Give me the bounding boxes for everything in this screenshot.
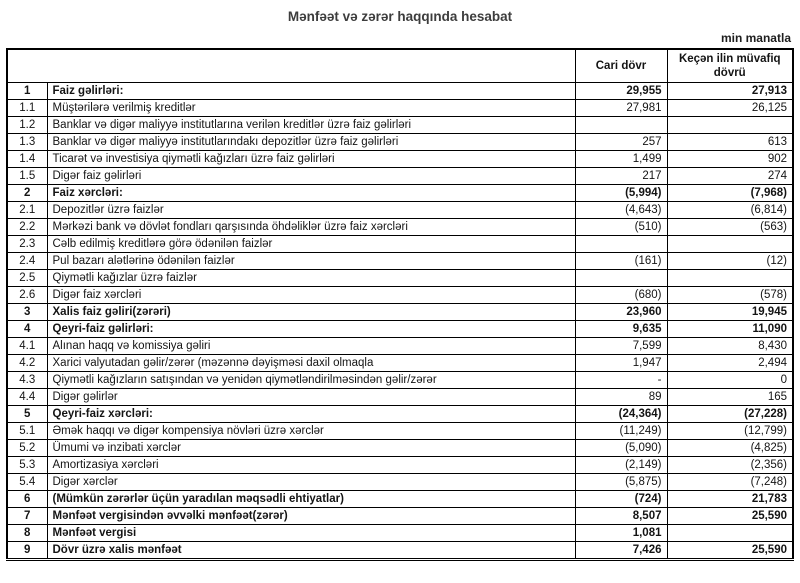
row-label: Müştərilərə verilmiş kreditlər xyxy=(47,100,575,117)
header-row xyxy=(7,49,793,83)
row-label: Ticarət və investisiya qiymətli kağızları üzrə faiz gəlirləri xyxy=(47,151,575,168)
table-row xyxy=(7,219,793,236)
header-period-previous: Keçən ilin müvafiq dövrü xyxy=(667,49,793,83)
row-label: Digər faiz gəlirləri xyxy=(47,168,575,185)
row-number: 8 xyxy=(7,525,47,542)
row-number: 2.6 xyxy=(7,287,47,304)
row-number: 5.1 xyxy=(7,423,47,440)
row-value-current xyxy=(575,117,667,134)
row-value-previous: (6,814) xyxy=(667,202,793,219)
row-value-previous xyxy=(667,117,793,134)
table-row xyxy=(7,457,793,474)
row-value-current: - xyxy=(575,372,667,389)
row-number: 2.1 xyxy=(7,202,47,219)
row-value-current: 27,981 xyxy=(575,100,667,117)
row-label: Digər gəlirlər xyxy=(47,389,575,406)
row-value-current xyxy=(575,270,667,287)
table-row xyxy=(7,202,793,219)
row-label: Qiymətli kağızlar üzrə faizlər xyxy=(47,270,575,287)
row-label: Qeyri-faiz xərcləri: xyxy=(47,406,575,423)
row-value-previous: (12) xyxy=(667,253,793,270)
row-number: 4.1 xyxy=(7,338,47,355)
row-value-previous xyxy=(667,236,793,253)
table-row xyxy=(7,389,793,406)
table-row xyxy=(7,117,793,134)
row-value-current: 29,955 xyxy=(575,83,667,100)
row-number: 2.4 xyxy=(7,253,47,270)
row-label: Digər faiz xərcləri xyxy=(47,287,575,304)
row-label: Dövr üzrə xalis mənfəət xyxy=(47,542,575,560)
row-value-current: 1,499 xyxy=(575,151,667,168)
row-value-current: (2,149) xyxy=(575,457,667,474)
unit-note: min manatla xyxy=(720,31,791,45)
table-row xyxy=(7,304,793,321)
row-value-previous: 25,590 xyxy=(667,508,793,525)
row-value-previous: 19,945 xyxy=(667,304,793,321)
row-value-current: 8,507 xyxy=(575,508,667,525)
row-value-previous: 2,494 xyxy=(667,355,793,372)
row-value-current: (510) xyxy=(575,219,667,236)
row-value-current: (5,994) xyxy=(575,185,667,202)
row-number: 9 xyxy=(7,542,47,560)
row-value-current: (680) xyxy=(575,287,667,304)
profit-loss-table xyxy=(6,48,794,561)
row-value-current: (5,875) xyxy=(575,474,667,491)
table-row xyxy=(7,287,793,304)
row-value-previous: 27,913 xyxy=(667,83,793,100)
row-label: Cəlb edilmiş kreditlərə görə ödənilən faizlər xyxy=(47,236,575,253)
table-row xyxy=(7,134,793,151)
table-row xyxy=(7,491,793,508)
row-label: (Mümkün zərərlər üçün yaradılan məqsədli ehtiyatlar) xyxy=(47,491,575,508)
row-value-current: 89 xyxy=(575,389,667,406)
table-row xyxy=(7,525,793,542)
row-label: Xalis faiz gəliri(zərəri) xyxy=(47,304,575,321)
row-number: 5.3 xyxy=(7,457,47,474)
row-label: Alınan haqq və komissiya gəliri xyxy=(47,338,575,355)
row-number: 4.3 xyxy=(7,372,47,389)
row-number: 4.2 xyxy=(7,355,47,372)
row-number: 6 xyxy=(7,491,47,508)
row-value-current: (5,090) xyxy=(575,440,667,457)
row-value-previous: (27,228) xyxy=(667,406,793,423)
row-value-current: 7,426 xyxy=(575,542,667,560)
row-number: 1.3 xyxy=(7,134,47,151)
table-row xyxy=(7,474,793,491)
row-label: Depozitlər üzrə faizlər xyxy=(47,202,575,219)
table-row xyxy=(7,542,793,560)
table-row xyxy=(7,440,793,457)
row-value-current: 217 xyxy=(575,168,667,185)
row-value-previous: 0 xyxy=(667,372,793,389)
row-value-previous: 165 xyxy=(667,389,793,406)
table-row xyxy=(7,236,793,253)
table-header xyxy=(7,49,793,83)
row-number: 2.5 xyxy=(7,270,47,287)
row-label: Əmək haqqı və digər kompensiya növləri üzrə xərclər xyxy=(47,423,575,440)
row-number: 1.2 xyxy=(7,117,47,134)
row-label: Banklar və digər maliyyə institutlarındakı depozitlər üzrə faiz gəlirləri xyxy=(47,134,575,151)
row-value-previous: (2,356) xyxy=(667,457,793,474)
table-row xyxy=(7,168,793,185)
row-value-previous: 26,125 xyxy=(667,100,793,117)
row-value-previous: (563) xyxy=(667,219,793,236)
table-row xyxy=(7,100,793,117)
table-row xyxy=(7,321,793,338)
row-label: Ümumi və inzibati xərclər xyxy=(47,440,575,457)
table-row xyxy=(7,83,793,100)
table-row xyxy=(7,253,793,270)
row-label: Mərkəzi bank və dövlət fondları qarşısında öhdəliklər üzrə faiz xərcləri xyxy=(47,219,575,236)
row-value-current xyxy=(575,236,667,253)
row-value-previous: 8,430 xyxy=(667,338,793,355)
row-value-previous: 21,783 xyxy=(667,491,793,508)
row-value-previous: (12,799) xyxy=(667,423,793,440)
table-row xyxy=(7,185,793,202)
row-value-previous: 613 xyxy=(667,134,793,151)
row-number: 5 xyxy=(7,406,47,423)
row-value-current: 257 xyxy=(575,134,667,151)
row-number: 5.4 xyxy=(7,474,47,491)
table-row xyxy=(7,355,793,372)
row-value-current: 23,960 xyxy=(575,304,667,321)
row-label: Mənfəət vergisindən əvvəlki mənfəət(zərər) xyxy=(47,508,575,525)
pl-table-body xyxy=(7,83,793,560)
row-number: 4.4 xyxy=(7,389,47,406)
table-row xyxy=(7,270,793,287)
table-row xyxy=(7,338,793,355)
row-value-previous: 902 xyxy=(667,151,793,168)
row-value-current: 7,599 xyxy=(575,338,667,355)
row-label: Mənfəət vergisi xyxy=(47,525,575,542)
row-number: 1.5 xyxy=(7,168,47,185)
row-number: 3 xyxy=(7,304,47,321)
row-label: Faiz xərcləri: xyxy=(47,185,575,202)
row-number: 1.1 xyxy=(7,100,47,117)
row-number: 2 xyxy=(7,185,47,202)
table-row xyxy=(7,151,793,168)
row-number: 1.4 xyxy=(7,151,47,168)
header-period-current: Cari dövr xyxy=(575,49,667,83)
row-label: Pul bazarı alətlərinə ödənilən faizlər xyxy=(47,253,575,270)
table-row xyxy=(7,508,793,525)
row-value-previous: 25,590 xyxy=(667,542,793,560)
row-value-previous: (7,248) xyxy=(667,474,793,491)
row-label: Amortizasiya xərcləri xyxy=(47,457,575,474)
row-value-previous xyxy=(667,270,793,287)
row-number: 2.2 xyxy=(7,219,47,236)
row-label: Faiz gəlirləri: xyxy=(47,83,575,100)
row-label: Xarici valyutadan gəlir/zərər (məzənnə dəyişməsi daxil olmaqla xyxy=(47,355,575,372)
header-empty-cell xyxy=(7,49,575,83)
table-row xyxy=(7,423,793,440)
row-value-previous: (578) xyxy=(667,287,793,304)
row-value-current: 1,081 xyxy=(575,525,667,542)
row-value-previous: (7,968) xyxy=(667,185,793,202)
row-number: 7 xyxy=(7,508,47,525)
row-value-previous: 11,090 xyxy=(667,321,793,338)
row-label: Banklar və digər maliyyə institutlarına verilən kreditlər üzrə faiz gəlirləri xyxy=(47,117,575,134)
table-row xyxy=(7,372,793,389)
row-value-current: (4,643) xyxy=(575,202,667,219)
row-value-current: (24,364) xyxy=(575,406,667,423)
row-value-previous: (4,825) xyxy=(667,440,793,457)
row-label: Qeyri-faiz gəlirləri: xyxy=(47,321,575,338)
row-value-previous xyxy=(667,525,793,542)
row-value-previous: 274 xyxy=(667,168,793,185)
row-number: 4 xyxy=(7,321,47,338)
row-value-current: (11,249) xyxy=(575,423,667,440)
report-title: Mənfəət və zərər haqqında hesabat xyxy=(287,9,513,24)
row-value-current: 9,635 xyxy=(575,321,667,338)
row-number: 2.3 xyxy=(7,236,47,253)
row-value-current: 1,947 xyxy=(575,355,667,372)
row-value-current: (724) xyxy=(575,491,667,508)
row-value-current: (161) xyxy=(575,253,667,270)
row-label: Digər xərclər xyxy=(47,474,575,491)
row-number: 1 xyxy=(7,83,47,100)
table-row xyxy=(7,406,793,423)
row-label: Qiymətli kağızların satışından və yenidən qiymətləndirilməsindən gəlir/zərər xyxy=(47,372,575,389)
row-number: 5.2 xyxy=(7,440,47,457)
